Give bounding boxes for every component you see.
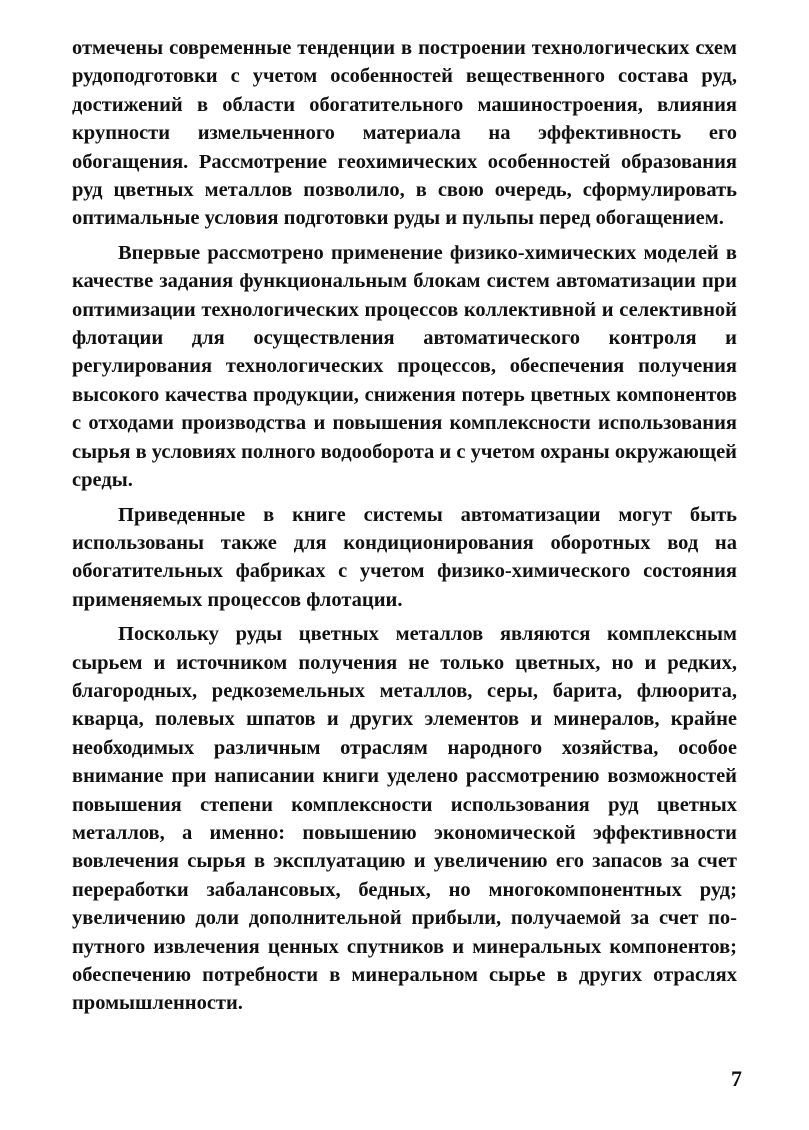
page-body — [72, 34, 737, 1024]
paragraph-complex-use: Поскольку руды цветных металлов являются комплексным сырьем и источником получения не только цветных, но и редких, благородных, редкоземельных металлов, серы, барита, флюорита, кварца, полевых шпатов и других элементов и минералов, крайне необходимых различным отраслям народного хозяйства, особое внимание при написании книги уделено рассмотрению возможностей повышения степени комплексности использования руд цветных металлов, а именно: повышению экономической эффективности вовлечения сырья в эксплуатацию и увеличению его запасов за счет переработки забалансовых, бедных, но многокомпонентных руд; увеличению доли дополнительной прибыли, получаемой за счет попутного извлечения ценных спутников и минеральных компонентов; обеспечению потребности в минеральном сырье в других отраслях промышленности. — [72, 623, 737, 1015]
paragraph-physico-chemical-models: Впервые рассмотрено применение физико-химических моделей в качестве задания функциональным блокам систем автоматизации при оптимизации технологических процессов коллективной и селективной флотации для осуществления автоматического контроля и регулирования технологических процессов, обеспечения получения высокого качества продукции, снижения потерь цветных компонентов с отходами производства и повышения комплексности использования сырья в условиях полного водооборота и с учетом охраны окружающей среды. — [72, 241, 737, 492]
page-number: 7 — [731, 1066, 742, 1091]
paragraph-continuation: отмечены современные тенденции в построении технологических схем рудоподготовки с учетом особенностей вещественного состава руд, достижений в области обогатительного машиностроения, влияния крупности измельченного материала на эффективность его обогащения. Рассмотрение геохимических особенностей образования руд цветных металлов позволило, в свою очередь, сформулировать оптимальные условия подготовки руды и пульпы перед обогащением. — [72, 37, 737, 230]
paragraph-water-conditioning: Приведенные в книге системы автоматизации могут быть использованы также для кондиционирования оборотных вод на обогатительных фабриках с учетом физико-химического состояния применяемых процессов флотации. — [72, 503, 737, 611]
